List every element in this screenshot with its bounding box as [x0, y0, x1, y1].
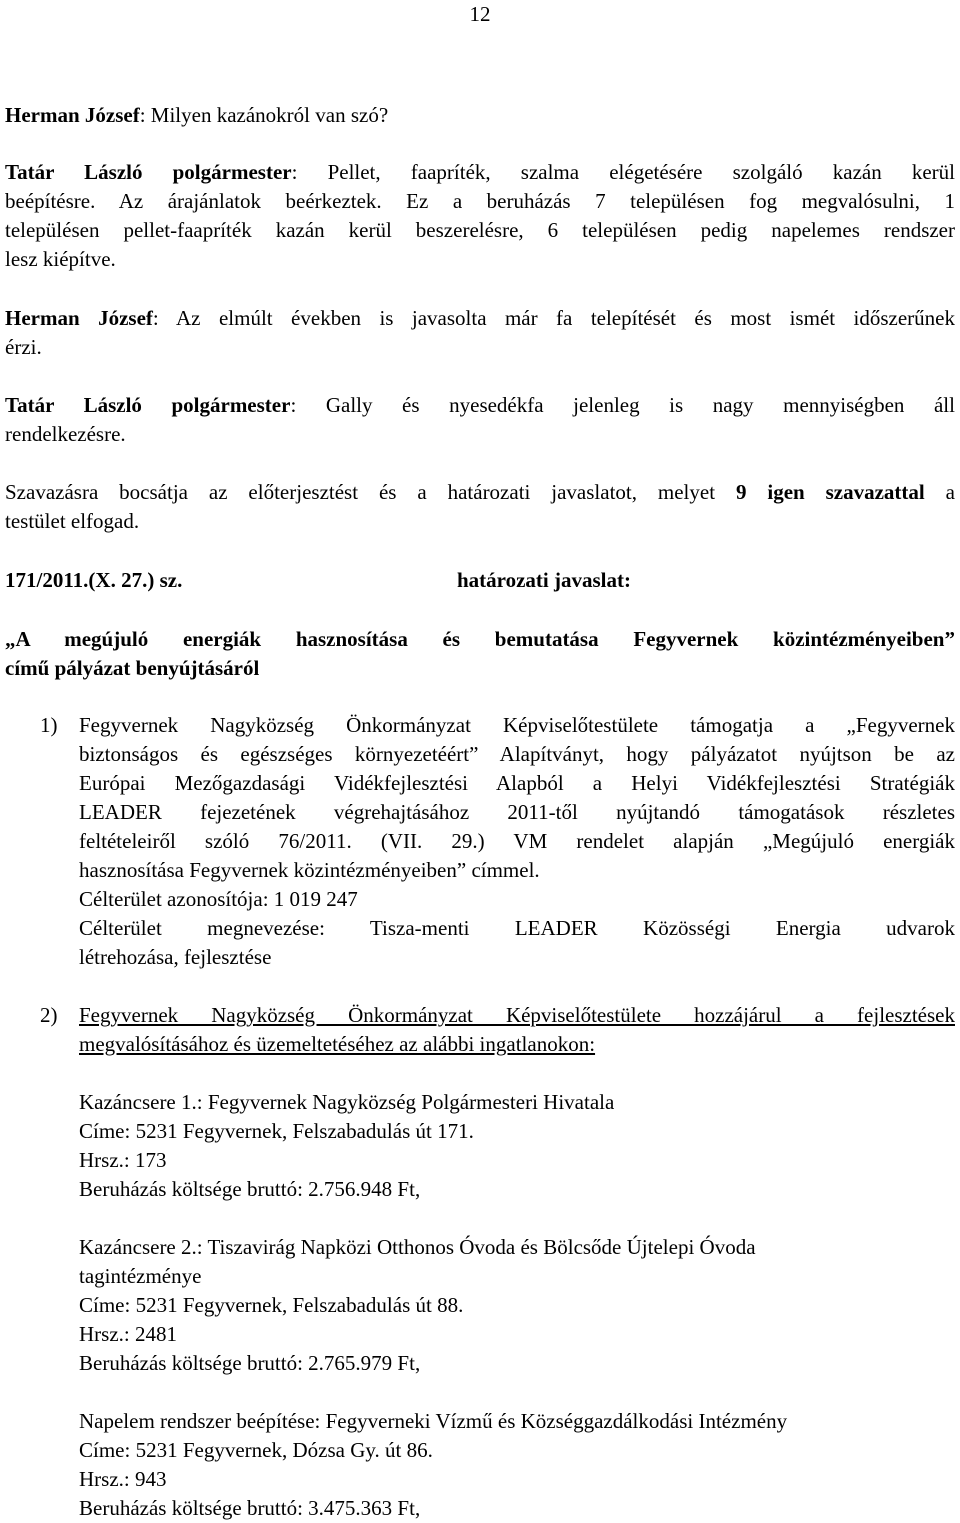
property-1-title: Kazáncsere 1.: Fegyvernek Nagyközség Polgármesteri Hivatala	[79, 1090, 615, 1114]
paragraph-text: : Az elmúlt években is javasolta már fa telepítését és most ismét időszerűnek	[152, 306, 955, 330]
property-1-cost: Beruházás költsége bruttó: 2.756.948 Ft,	[79, 1177, 421, 1201]
paragraph-text: a	[924, 480, 955, 504]
property-3-address: Címe: 5231 Fegyvernek, Dózsa Gy. út 86.	[79, 1438, 433, 1462]
paragraph-vote	[5, 478, 955, 507]
paragraph-text: : Pellet, faapríték, szalma elégetésére szolgáló kazán kerül	[291, 160, 955, 184]
item-number: 1)	[40, 713, 58, 737]
resolution-number: 171/2011.(X. 27.) sz.	[5, 568, 183, 592]
property-3-cost: Beruházás költsége bruttó: 3.475.363 Ft,	[79, 1496, 421, 1520]
paragraph-mayor-line1	[5, 158, 955, 187]
property-2-title: Kazáncsere 2.: Tiszavirág Napközi Otthonos Óvoda és Bölcsőde Újtelepi Óvoda	[79, 1235, 756, 1259]
item1-text-line: Fegyvernek Nagyközség Önkormányzat Képviselőtestülete támogatja a „Fegyvernek	[79, 713, 955, 737]
paragraph-text-line: rendelkezésre.	[5, 422, 126, 446]
paragraph-text-line: településen pellet-faapríték kazán kerül beszerelésre, 6 településen pedig napelemes rendszer	[5, 218, 955, 242]
paragraph-text-line: lesz kiépítve.	[5, 247, 116, 271]
property-2-hrsz: Hrsz.: 2481	[79, 1322, 177, 1346]
item1-text-line: feltételeiről szóló 76/2011. (VII. 29.) VM rendelet alapján „Megújuló energiák	[79, 829, 955, 853]
speaker-name: Herman József	[5, 306, 153, 330]
resolution-label: határozati javaslat:	[457, 568, 631, 592]
target-area-name-line2: létrehozása, fejlesztése	[79, 945, 272, 969]
paragraph-mayor-reply	[5, 391, 955, 420]
item1-text-line: LEADER fejezetének végrehajtásához 2011-től nyújtandó támogatások részletes	[79, 800, 955, 824]
speaker-name: Tatár László polgármester	[5, 160, 292, 184]
paragraph-text-line: testület elfogad.	[5, 509, 140, 533]
item1-text-line: Európai Mezőgazdasági Vidékfejlesztési Alapból a Helyi Vidékfejlesztési Stratégiák	[79, 771, 955, 795]
item-number: 2)	[40, 1003, 58, 1027]
speaker-name: Herman József	[5, 103, 140, 127]
resolution-title-line2: című pályázat benyújtásáról	[5, 656, 260, 680]
item1-text-line: biztonságos és egészséges környezetéért” Alapítványt, hogy pályázatot nyújtson be az	[79, 742, 955, 766]
item2-text-line: Fegyvernek Nagyközség Önkormányzat Képviselőtestülete hozzájárul a fejlesztések	[79, 1003, 955, 1027]
property-1-address: Címe: 5231 Fegyvernek, Felszabadulás út 171.	[79, 1119, 474, 1143]
vote-count: 9 igen szavazattal	[735, 480, 925, 504]
property-2-title-line2: tagintézménye	[79, 1264, 202, 1288]
page-number: 12	[469, 2, 491, 26]
paragraph-text: : Milyen kazánokról van szó?	[139, 103, 389, 127]
paragraph-text: Szavazásra bocsátja az előterjesztést és a határozati javaslatot, melyet	[5, 480, 736, 504]
item2-text-line: megvalósításához és üzemeltetéséhez az alábbi ingatlanokon:	[79, 1032, 596, 1056]
property-1-hrsz: Hrsz.: 173	[79, 1148, 167, 1172]
property-3-title: Napelem rendszer beépítése: Fegyverneki Vízmű és Községgazdálkodási Intézmény	[79, 1409, 788, 1433]
property-2-cost: Beruházás költsége bruttó: 2.765.979 Ft,	[79, 1351, 421, 1375]
paragraph-herman-statement	[5, 304, 955, 333]
item1-text-line: hasznosítása Fegyvernek közintézményeiben” címmel.	[79, 858, 540, 882]
property-2-address: Címe: 5231 Fegyvernek, Felszabadulás út 88.	[79, 1293, 464, 1317]
paragraph-text-line: beépítésre. Az árajánlatok beérkeztek. Ez a beruházás 7 településen fog megvalósulni, 1	[5, 189, 955, 213]
paragraph-herman-question	[5, 101, 955, 130]
target-area-name: Célterület megnevezése: Tisza-menti LEADER Közösségi Energia udvarok	[79, 916, 955, 940]
paragraph-text-line: érzi.	[5, 335, 42, 359]
speaker-name: Tatár László polgármester	[5, 393, 291, 417]
property-3-hrsz: Hrsz.: 943	[79, 1467, 167, 1491]
target-area-id: Célterület azonosítója: 1 019 247	[79, 887, 358, 911]
paragraph-text: : Gally és nyesedékfa jelenleg is nagy mennyiségben áll	[290, 393, 955, 417]
resolution-title: „A megújuló energiák hasznosítása és bemutatása Fegyvernek közintézményeiben”	[5, 627, 955, 651]
